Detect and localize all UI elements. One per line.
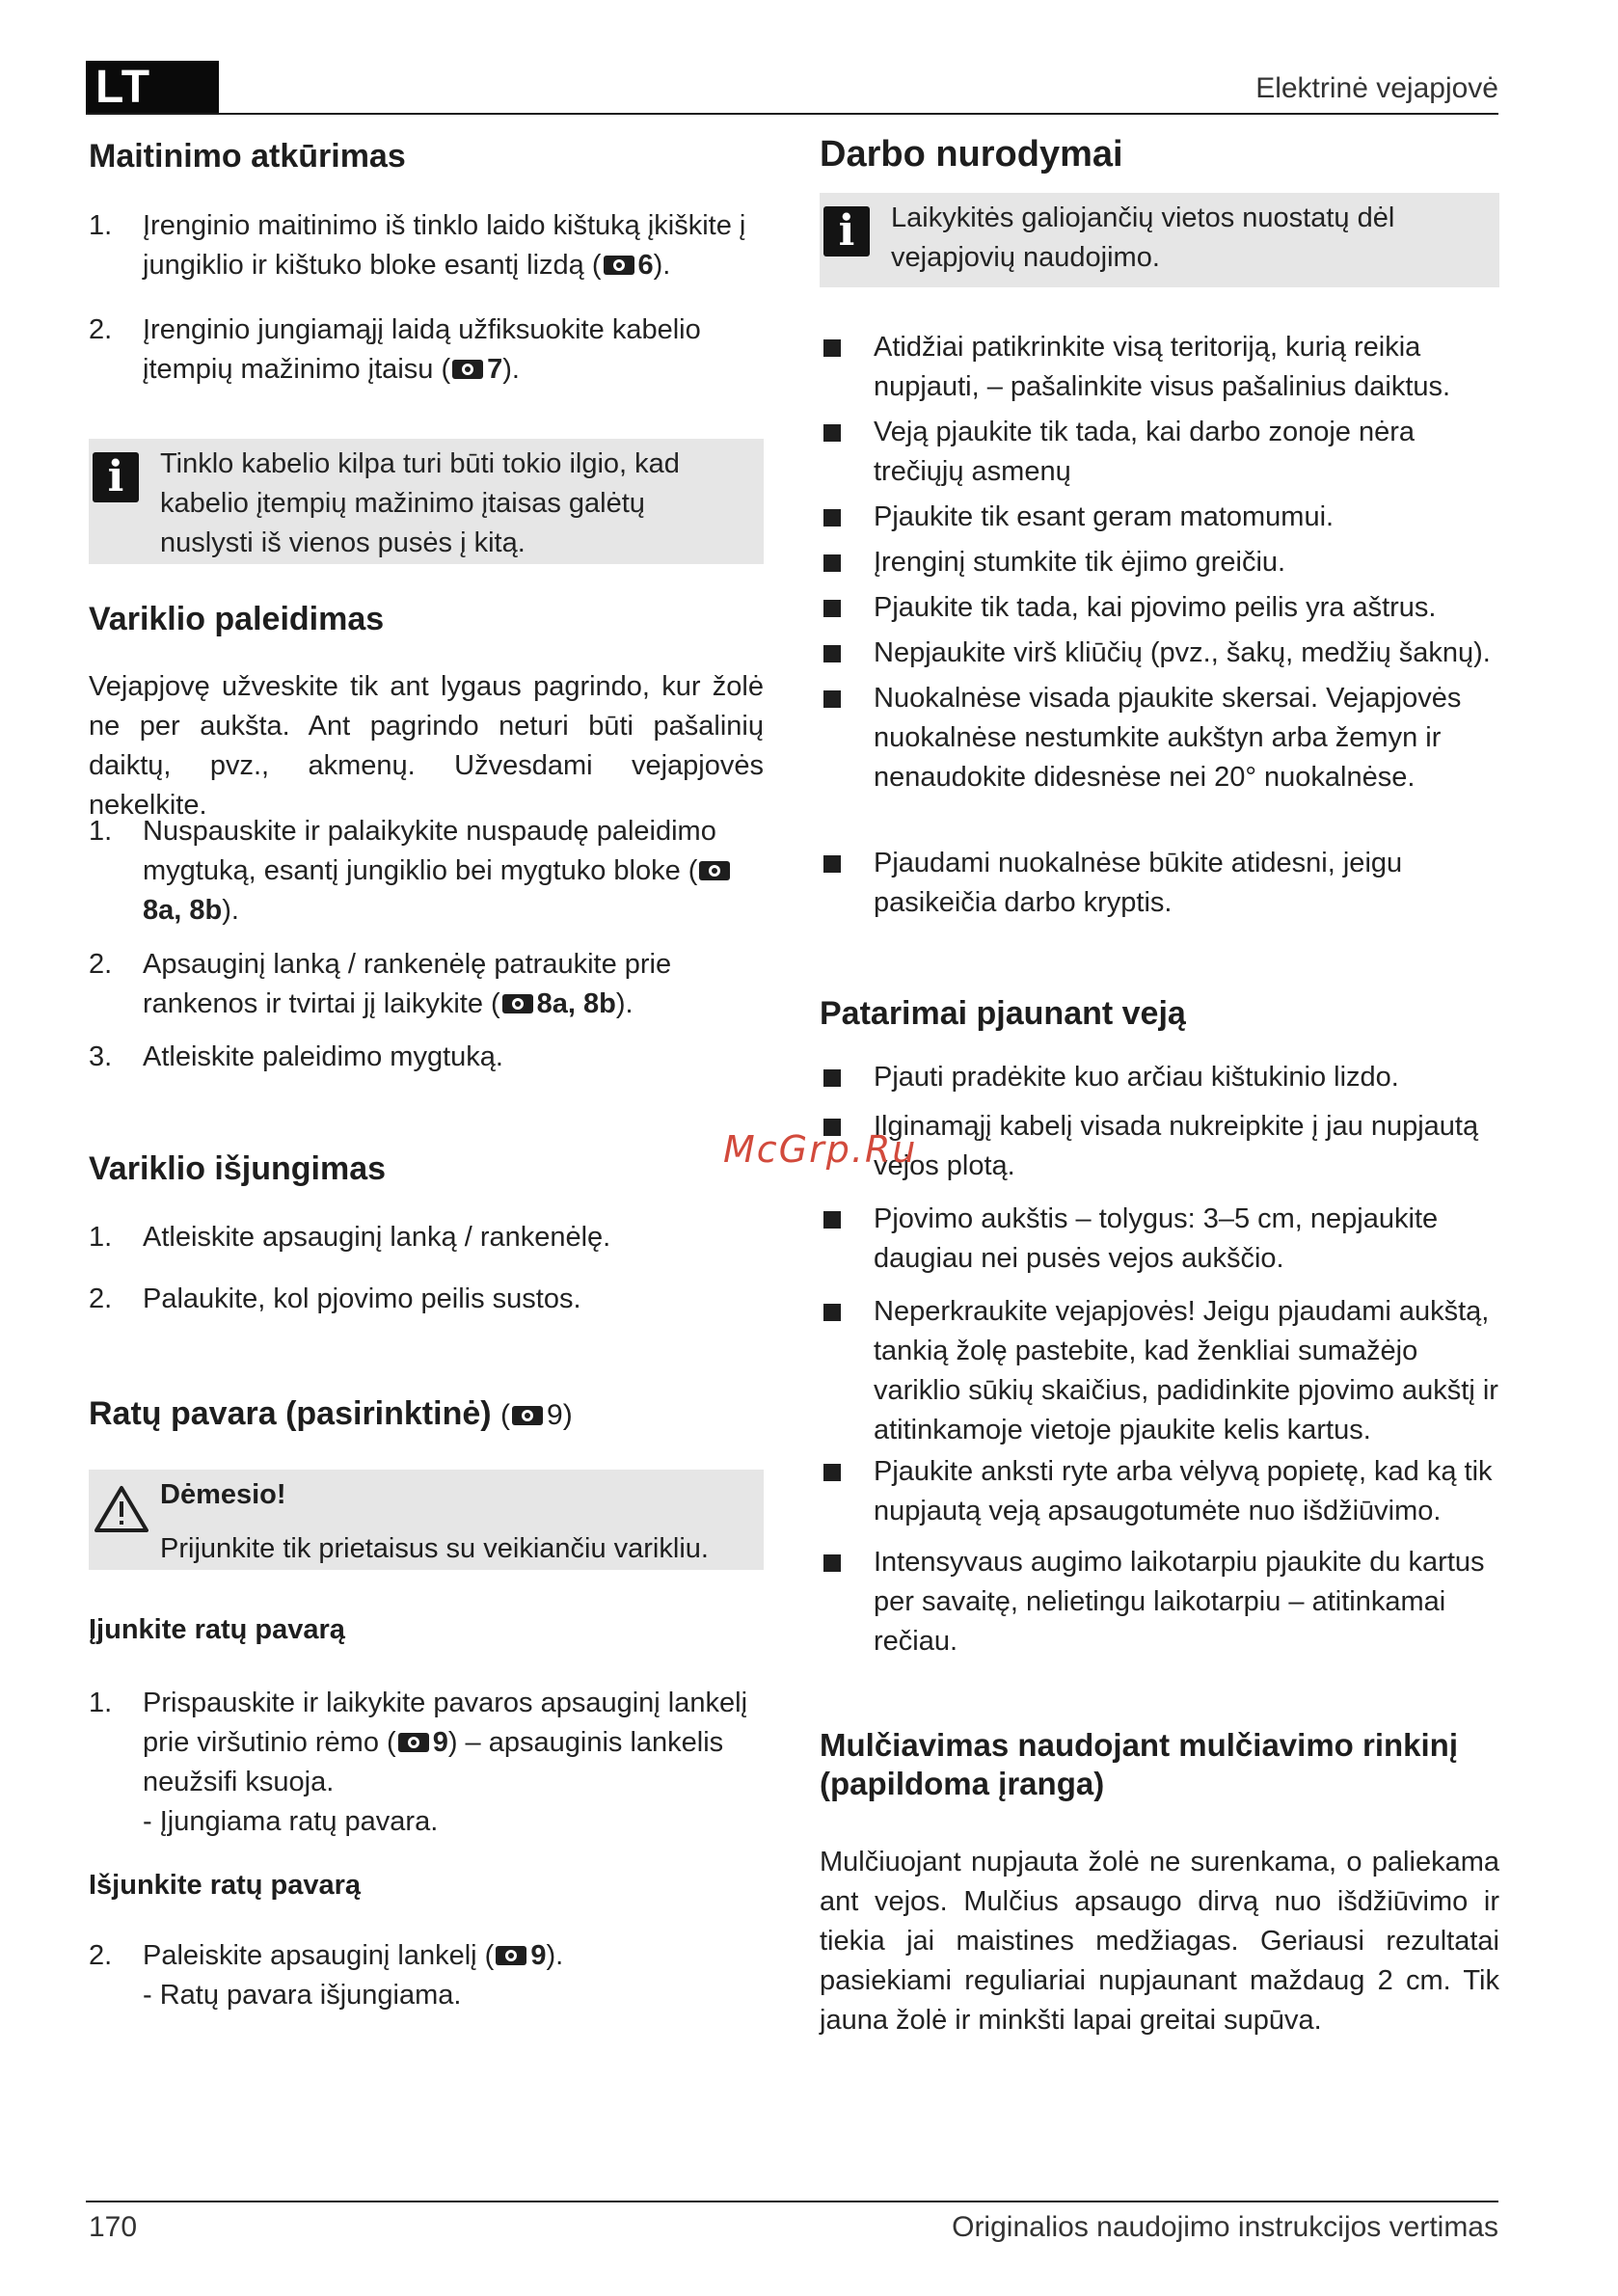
bullet (823, 645, 841, 662)
camera-icon (398, 1733, 429, 1752)
bullet (823, 1069, 841, 1087)
bullet (823, 690, 841, 708)
item-text: Įrenginio jungiamąjį laidą užfiksuokite kabelio įtempių mažinimo įtaisu ( 7). (143, 314, 701, 385)
item-number: 1. (89, 1222, 113, 1253)
item-text: Intensyvaus augimo laikotarpiu pjaukite du kartus per savaitę, nelietingu laikotarpiu – atitinkamai rečiau. (874, 1547, 1485, 1657)
item-number: 2. (89, 1283, 113, 1314)
item-number: 3. (89, 1041, 113, 1072)
info-notice (89, 439, 764, 564)
warning-icon (94, 1485, 148, 1533)
item-number: 2. (89, 1940, 113, 1971)
section-title-work: Darbo nurodymai (820, 134, 1123, 175)
warning-title: Dėmesio! (160, 1479, 286, 1510)
item-text: Pjaukite anksti ryte arba vėlyvą popietę, kad ką tik nupjautą veją apsaugotumėte nuo išdžiūvimo. (874, 1456, 1493, 1526)
subsection-title-off: Išjunkite ratų pavarą (89, 1870, 362, 1901)
camera-icon (699, 861, 730, 880)
footer-text: Originalios naudojimo instrukcijos vertimas (952, 2211, 1498, 2243)
item-text: Įrenginį stumkite tik ėjimo greičiu. (874, 547, 1286, 578)
item-number: 1. (89, 210, 113, 241)
info-icon: i (93, 452, 139, 502)
bullet (823, 554, 841, 572)
bullet (823, 1464, 841, 1481)
item-text: Prispauskite ir laikykite pavaros apsauginį lankelį prie viršutinio rėmo ( 9) – apsauginis lankelis neužsifi ksuoja. - Įjungiama ratų pavara. (143, 1688, 748, 1837)
item-text: Nuokalnėse visada pjaukite skersai. Vejapjovės nuokalnėse nestumkite aukštyn arba žemyn ir nenaudokite didesnėse nei 20° nuokalnėse. (874, 683, 1462, 793)
camera-icon (512, 1406, 543, 1425)
info-icon: i (823, 206, 870, 257)
camera-icon (604, 256, 634, 275)
item-text: Atleiskite apsauginį lanką / rankenėlę. (143, 1222, 611, 1253)
bullet (823, 509, 841, 527)
item-text: Įrenginio maitinimo iš tinklo laido kištuką įkiškite į jungiklio ir kištuko bloke esantį lizdą ( 6). (143, 210, 746, 281)
subsection-title-on: Įjunkite ratų pavarą (89, 1614, 345, 1645)
item-number: 1. (89, 1688, 113, 1718)
item-text: Atleiskite paleidimo mygtuką. (143, 1041, 503, 1072)
bullet (823, 600, 841, 617)
language-code: LT (95, 62, 151, 113)
section-title-tips: Patarimai pjaunant veją (820, 995, 1186, 1032)
paragraph: Mulčiuojant nupjauta žolė ne surenkama, o paliekama ant vejos. Mulčius apsaugo dirvą nuo išdžiūvimo ir tiekia jai maistines medžiagas. Geriausi rezultatai pasiekiami reguliariai nupjaunant maždaug 2 cm. Tik jauna žolė ir minkšti lapai greitai supūva. (820, 1847, 1499, 2036)
item-text: Paleiskite apsauginį lankelį ( 9). - Ratų pavara išjungiama. (143, 1940, 564, 2011)
item-text: Pjaudami nuokalnėse būkite atidesni, jeigu pasikeičia darbo kryptis. (874, 848, 1403, 918)
bullet (823, 1211, 841, 1229)
info-notice (820, 193, 1499, 287)
item-text: Atidžiai patikrinkite visą teritoriją, kurią reikia nupjauti, – pašalinkite visus pašalinius daiktus. (874, 332, 1451, 402)
page-number: 170 (89, 2211, 138, 2243)
notice-text: Tinklo kabelio kilpa turi būti tokio ilgio, kad kabelio įtempių mažinimo įtaisas galėtų nuslysti iš vienos pusės į kitą. (160, 448, 680, 558)
header-title: Elektrinė vejapjovė (1255, 72, 1498, 104)
item-text: Pjaukite tik tada, kai pjovimo peilis yra aštrus. (874, 592, 1437, 623)
bullet (823, 424, 841, 442)
camera-icon (496, 1946, 526, 1965)
language-tab (86, 61, 219, 114)
bullet (823, 1554, 841, 1572)
camera-icon (502, 994, 533, 1013)
header-divider (86, 113, 1498, 115)
section-title-stop: Variklio išjungimas (89, 1150, 387, 1187)
item-text: Pjaukite tik esant geram matomumui. (874, 501, 1335, 532)
section-title-start: Variklio paleidimas (89, 601, 385, 637)
paragraph: Vejapjovę užveskite tik ant lygaus pagrindo, kur žolė ne per aukšta. Ant pagrindo neturi būti pašalinių daiktų, pvz., akmenų. Užvesdami vejapjovės nekelkite. (89, 671, 764, 821)
notice-text: Laikykitės galiojančių vietos nuostatų dėl vejapjovių naudojimo. (891, 203, 1395, 273)
section-title-power: Maitinimo atkūrimas (89, 138, 406, 175)
item-text: Pjauti pradėkite kuo arčiau kištukinio lizdo. (874, 1062, 1399, 1093)
item-text: Palaukite, kol pjovimo peilis sustos. (143, 1283, 581, 1314)
item-text: Veją pjaukite tik tada, kai darbo zonoje nėra trečiųjų asmenų (874, 417, 1416, 487)
camera-icon (452, 360, 483, 379)
section-title-mulch: Mulčiavimas naudojant mulčiavimo rinkinį (papildoma įranga) (820, 1727, 1458, 1801)
watermark: McGrp.Ru (723, 1128, 918, 1171)
item-number: 1. (89, 816, 113, 847)
item-text: Nuspauskite ir palaikykite nuspaudę paleidimo mygtuką, esantį jungiklio bei mygtuko bloke (8a, 8b). (143, 812, 750, 931)
bullet (823, 855, 841, 873)
bullet (823, 1304, 841, 1321)
item-text: Apsauginį lanką / rankenėlę patraukite prie rankenos ir tvirtai jį laikykite ( 8a, 8b). (143, 949, 672, 1019)
item-text: Ilginamąjį kabelį visada nukreipkite į jau nupjautą vejos plotą. (874, 1111, 1479, 1181)
footer-divider (86, 2201, 1498, 2202)
item-text: Nepjaukite virš kliūčių (pvz., šakų, medžių šaknų). (874, 637, 1491, 668)
warning-notice (89, 1470, 764, 1570)
item-number: 2. (89, 314, 113, 345)
warning-text: Prijunkite tik prietaisus su veikiančiu varikliu. (160, 1533, 709, 1564)
item-text: Pjovimo aukštis – tolygus: 3–5 cm, nepjaukite daugiau nei pusės vejos aukščio. (874, 1203, 1439, 1274)
section-title-drive: Ratų pavara (pasirinktinė) ( 9) (89, 1395, 573, 1432)
bullet (823, 339, 841, 357)
item-text: Neperkraukite vejapjovės! Jeigu pjaudami aukštą, tankią žolę pastebite, kad ženkliai sumažėjo variklio sūkių skaičius, padidinkite pjovimo aukštį ir atitinkamoje vietoje pjaukite kelis kartus. (874, 1296, 1498, 1445)
item-number: 2. (89, 949, 113, 980)
